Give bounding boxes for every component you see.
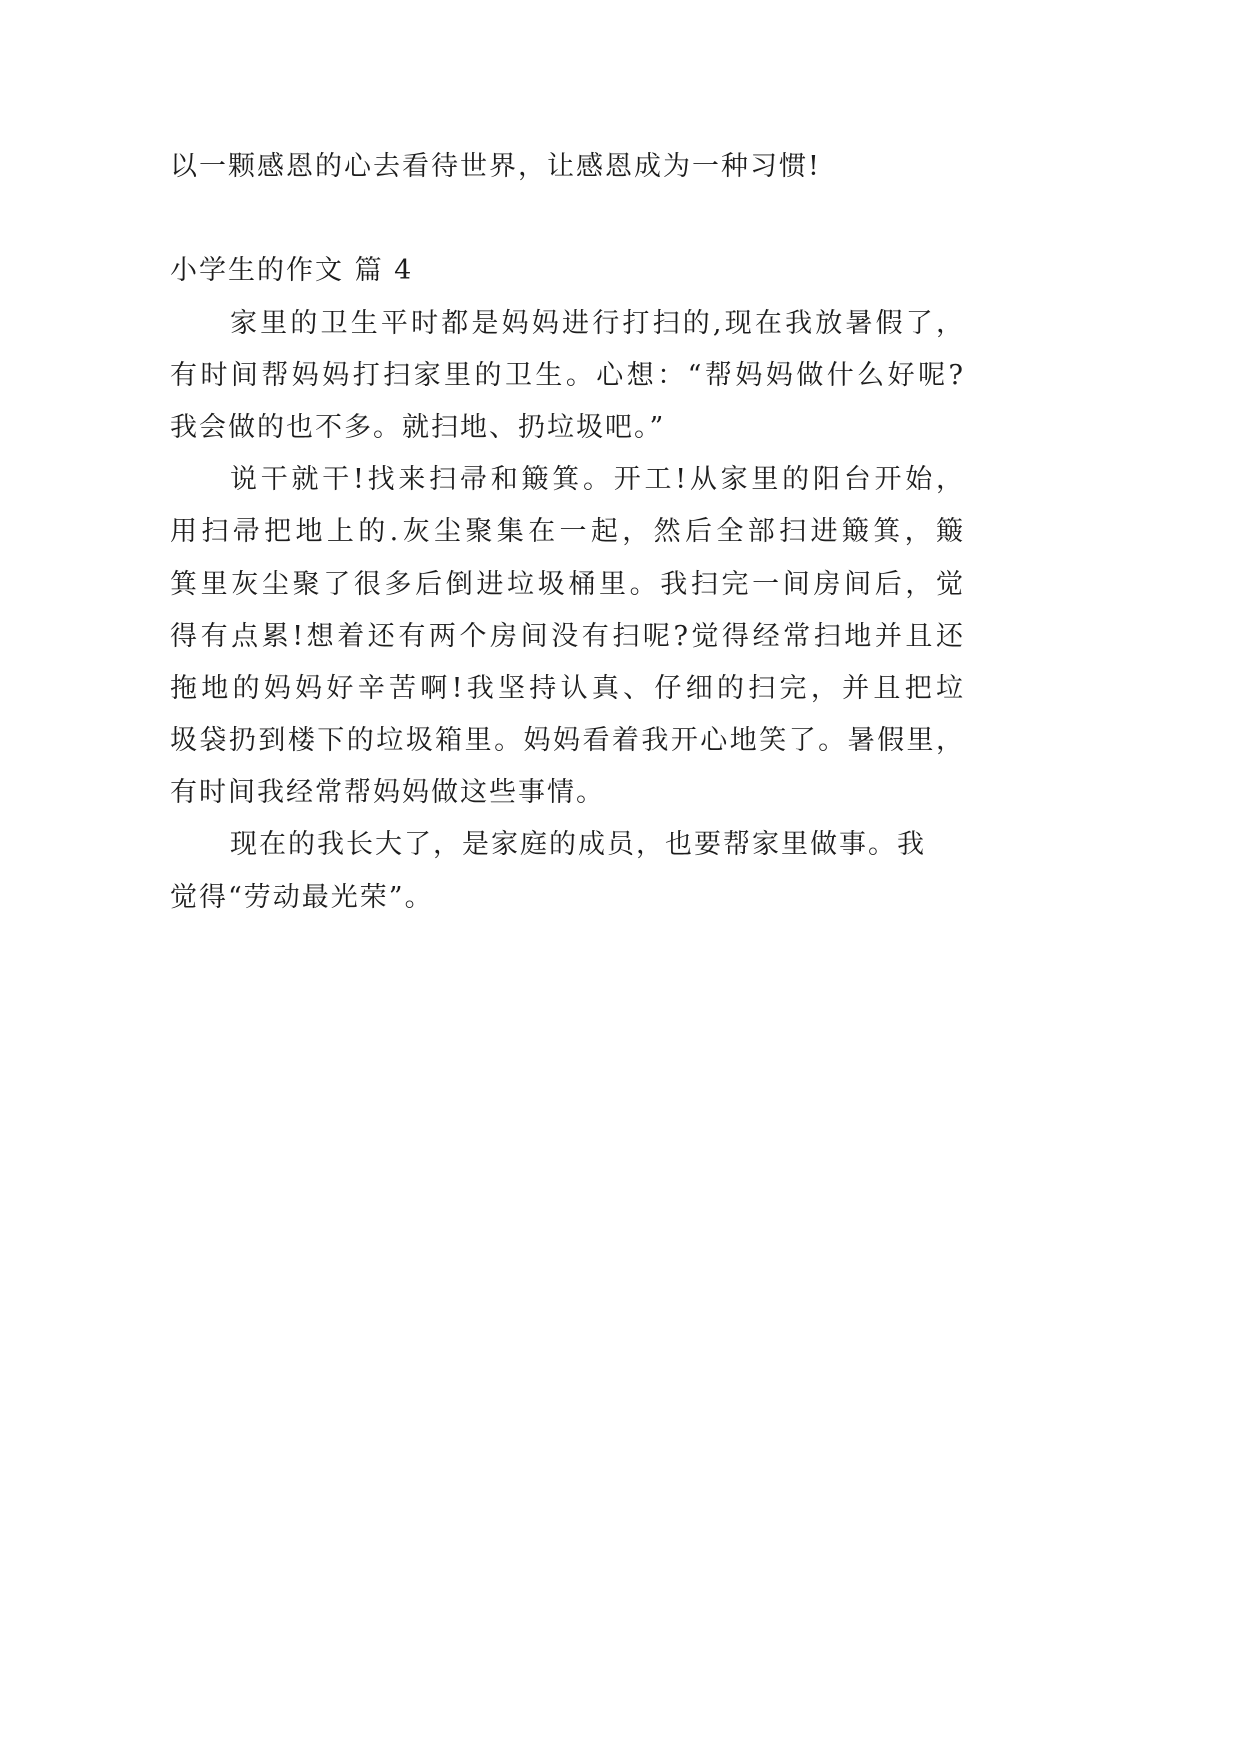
- paragraph-line: 有时间帮妈妈打扫家里的卫生。心想：“帮妈妈做什么好呢?: [170, 359, 965, 391]
- section-title: 小学生的作文 篇 4: [170, 255, 414, 287]
- paragraph-line: 得有点累!想着还有两个房间没有扫呢?觉得经常扫地并且还: [170, 620, 965, 652]
- paragraph-line: 现在的我长大了，是家庭的成员，也要帮家里做事。我: [230, 829, 926, 861]
- paragraph-line: 觉得“劳动最光荣”。: [170, 881, 434, 913]
- paragraph-line: 我会做的也不多。就扫地、扔垃圾吧。”: [170, 411, 666, 443]
- paragraph: [170, 454, 965, 819]
- paragraph-line: 家里的卫生平时都是妈妈进行打扫的,现在我放暑假了，: [230, 307, 965, 339]
- paragraph-line: 有时间我经常帮妈妈做这些事情。: [170, 777, 605, 809]
- blank-line: [170, 193, 965, 245]
- paragraph: [170, 819, 965, 923]
- document-body: [170, 141, 965, 924]
- paragraph-line: 用扫帚把地上的.灰尘聚集在一起，然后全部扫进簸箕，簸: [170, 516, 965, 548]
- paragraph-line: 拖地的妈妈好辛苦啊!我坚持认真、仔细的扫完，并且把垃: [170, 672, 965, 704]
- paragraph-line: 圾袋扔到楼下的垃圾箱里。妈妈看着我开心地笑了。暑假里，: [170, 725, 965, 757]
- paragraph-line: 箕里灰尘聚了很多后倒进垃圾桶里。我扫完一间房间后，觉: [170, 568, 965, 600]
- paragraph-line: 说干就干!找来扫帚和簸箕。开工!从家里的阳台开始，: [230, 464, 965, 496]
- paragraph: [170, 298, 965, 455]
- preceding-essay-closing-line: 以一颗感恩的心去看待世界，让感恩成为一种习惯!: [170, 151, 821, 182]
